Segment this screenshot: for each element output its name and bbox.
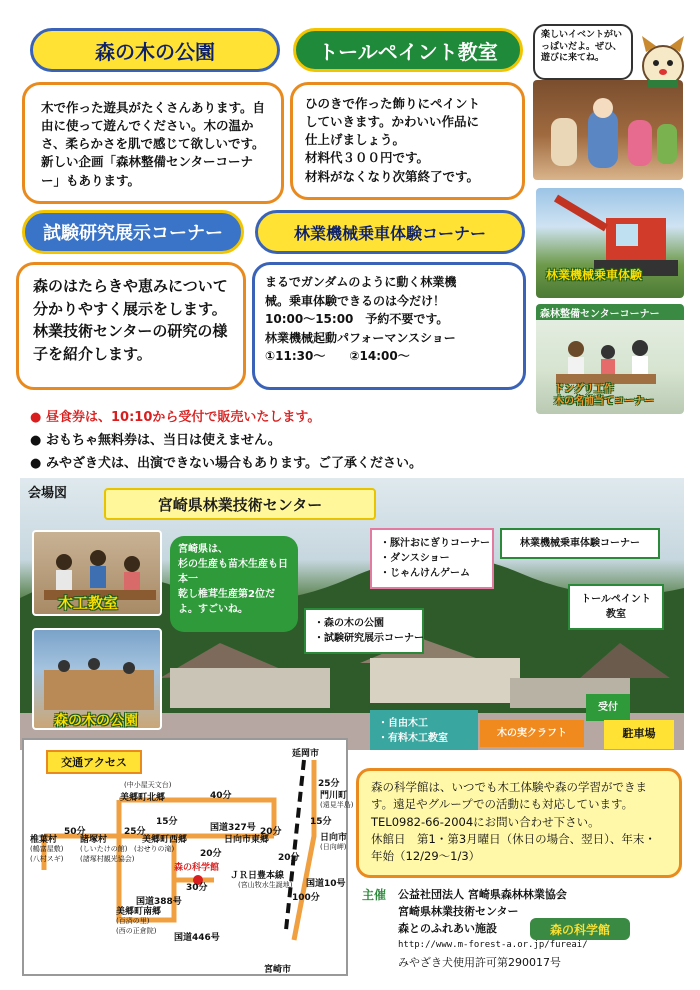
tole-paint-crafts-illustration: [533, 80, 683, 180]
map-morotsuka: 諸塚村: [80, 835, 108, 845]
science-hall-badge: 森の科学館: [530, 918, 630, 940]
note-item: ● みやざき犬は、出演できない場合もあります。ご了承ください。: [30, 456, 422, 471]
map-misato-nango: 美郷町南郷: [116, 907, 162, 917]
organizer-url[interactable]: http://www.m-forest-a.or.jp/fureai/: [398, 940, 588, 950]
machine-ride-line: 械。乗車体験できるのは今だけ！: [265, 293, 446, 308]
park-photo: [32, 628, 162, 730]
mascot-bubble: [533, 24, 633, 80]
reception-callout: 受付: [586, 694, 630, 721]
notes-list: [30, 406, 550, 475]
woodwork-label: 木工教室: [58, 594, 119, 612]
venue-map: [20, 478, 684, 750]
tole-paint-box: [290, 82, 525, 200]
map-r327: 国道327号: [210, 823, 256, 833]
events-callout: ・豚汁おにぎりコーナー ・ダンスショー ・じゃんけんゲーム: [370, 528, 494, 589]
forest-park-body: 木で作った遊具がたくさんあります。自由に使って遊んでください。木の温かさ、柔らかさを肌で感じて欲しいです。新しい企画「森林整備センターコーナー」もあります。: [41, 100, 266, 188]
venue-name: 宮崎県林業技術センター: [104, 488, 376, 520]
parking-callout: 駐車場: [604, 720, 674, 749]
donguri-label: ドングリ工作 木の名前当てコーナー: [554, 384, 654, 407]
tole-paint-title: トールペイント教室: [293, 28, 523, 72]
mascot-dog-icon: [636, 30, 690, 90]
map-nobeoka: 延岡市: [292, 749, 320, 759]
forest-park-title: 森の木の公園: [30, 28, 280, 72]
map-r10: 国道10号: [306, 879, 346, 889]
map-note-jr: (宮山牧水生誕地): [238, 881, 293, 889]
map-note-nango: (百済の里) (西の正倉院): [116, 917, 157, 935]
map-note-morotsuka: (しいたけの館) (諸塚村観光協会): [80, 845, 135, 863]
tole-paint-line: していきます。かわいい作品に: [305, 114, 480, 130]
note-item: ● 昼食券は、10:10から受付で販売いたします。: [30, 410, 321, 425]
woodwork-callout: ・自由木工 ・有料木工教室: [370, 710, 478, 750]
info-bubble: 宮崎県は、 杉の生産も苗木生産も日本一 乾し椎茸生産第2位だよ。すごいね。: [170, 536, 298, 632]
map-hyuga-higashi: 日向市東郷: [224, 835, 270, 845]
park-exhibit-callout: ・森の木の公園 ・試験研究展示コーナー: [304, 608, 424, 654]
machine-ride-title: 林業機械乗車体験コーナー: [255, 210, 525, 254]
map-hyuga: 日向市: [320, 833, 348, 843]
machine-photo: [536, 188, 684, 298]
machine-ride-line: まるでガンダムのように動く林業機: [265, 275, 457, 289]
map-t50: 50分: [64, 827, 86, 837]
machine-callout: 林業機械乗車体験コーナー: [500, 528, 660, 559]
map-t40: 40分: [210, 791, 232, 801]
machine-ride-line: ①11:30〜 ②14:00〜: [265, 349, 410, 364]
map-r446: 国道446号: [174, 933, 220, 943]
organizer-line: 公益社団法人 宮崎県森林林業協会: [398, 888, 567, 901]
tole-paint-line: 材料代３００円です。: [305, 150, 430, 166]
map-note-saigo: (おせりの滝): [134, 845, 175, 853]
tole-paint-line: 仕上げましょう。: [305, 132, 406, 148]
map-t25a: 25分: [124, 827, 146, 837]
map-center: 森の科学館: [174, 863, 220, 873]
map-t20a: 20分: [260, 827, 282, 837]
map-t15b: 15分: [310, 817, 332, 827]
map-t30: 30分: [186, 883, 208, 893]
map-misato-kitago: 美郷町北郷: [120, 793, 166, 803]
center-corner-photo: [536, 304, 684, 414]
organizer-label: 主催: [362, 888, 387, 902]
exhibit-body: 森のはたらきや恵みについて分かりやすく展示をします。林業技術センターの研究の様子を紹介します。: [33, 277, 228, 363]
machine-ride-line: 林業機械起動パフォーマンスショー: [265, 330, 456, 345]
forest-park-box: [22, 82, 284, 204]
tole-paint-line: 材料がなくなり次第終了です。: [305, 168, 480, 184]
map-t20b: 20分: [200, 849, 222, 859]
map-t20c: 20分: [278, 853, 300, 863]
map-r388: 国道388号: [136, 897, 182, 907]
access-map: [22, 738, 354, 976]
map-miyazaki: 宮崎市: [264, 965, 292, 975]
machine-ride-box: [252, 262, 526, 390]
tole-paint-line: ひのきで作った飾りにペイント: [305, 96, 481, 111]
center-corner-label: 森林整備センターコーナー: [540, 309, 660, 320]
machine-photo-label: 林業機械乗車体験: [546, 268, 643, 282]
map-jr: ＪＲ日豊本線: [230, 871, 285, 881]
mascot-bubble-text: 楽しいイベントがいっぱいだよ。ぜひ、遊びに来てね。: [541, 30, 623, 64]
machine-ride-line: 10:00〜15:00 予約不要です。: [265, 312, 449, 327]
science-hall-box: 森の科学館は、いつでも木工体験や森の学習ができます。遠足やグループでの活動にも対応しています。TEL0982-66-2004にお問い合わせ下さい。 休館日 第1・第3月曜日（休日の場合、翌日）、年末・年始（12/29〜1/3）: [356, 768, 682, 878]
park-label: 森の木の公園: [54, 713, 138, 729]
exhibit-title: 試験研究展示コーナー: [22, 210, 244, 254]
map-shiiba: 椎葉村: [30, 835, 58, 845]
permit-number: みやざき犬使用許可第290017号: [398, 956, 561, 969]
venue-label: 会場図: [28, 486, 68, 501]
map-note-kadogawa: (遠見半島): [320, 801, 354, 809]
map-misato-saigo: 美郷町西郷: [142, 835, 188, 845]
access-title: 交通アクセス: [46, 750, 142, 774]
map-t100: 100分: [292, 893, 320, 903]
tole-callout: トールペイント教室: [568, 584, 664, 630]
organizer-line: 宮崎県林業技術センター: [398, 905, 519, 919]
craft-callout: 木の実クラフト: [480, 720, 584, 747]
map-note-hyuga: (日向岬): [320, 843, 347, 851]
woodwork-photo: [32, 530, 162, 616]
organizer-line: 森とのふれあい施設: [398, 922, 497, 936]
note-item: ● おもちゃ無料券は、当日は使えません。: [30, 433, 281, 448]
exhibit-box: [16, 262, 246, 390]
map-kadogawa: 門川町: [320, 791, 348, 801]
map-t15a: 15分: [156, 817, 178, 827]
tole-paint-photo: [533, 80, 683, 180]
map-note-shiiba: (鶴富屋敷) (八村スギ): [30, 845, 64, 863]
map-t25b: 25分: [318, 779, 340, 789]
map-note-kitago: (中小屋天文台): [124, 781, 172, 789]
